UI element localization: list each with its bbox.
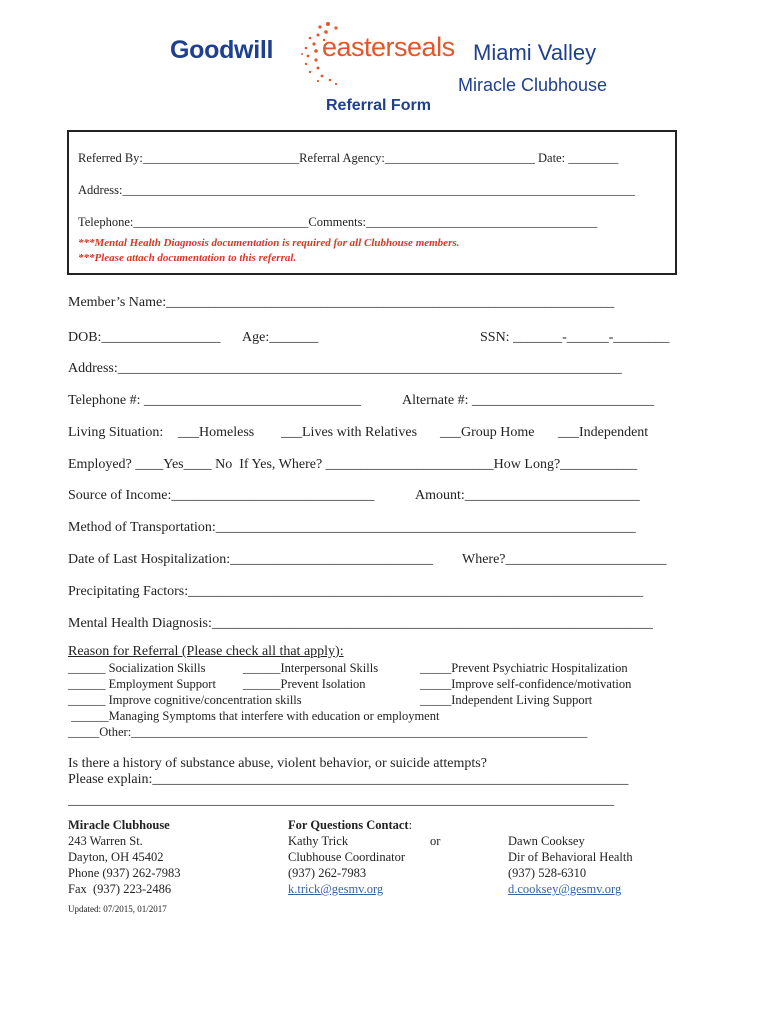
diagnosis-field[interactable]: Mental Health Diagnosis:_______________________________________________________________ (68, 616, 653, 631)
transportation-field[interactable]: Method of Transportation:____________________________________________________________ (68, 520, 636, 535)
contact1-phone: (937) 262-7983 (288, 866, 367, 880)
precipitating-field[interactable]: Precipitating Factors:_________________________________________________________________ (68, 584, 644, 599)
contact1-name: Kathy Trick (288, 834, 349, 848)
reason-socialization[interactable]: ______ Socialization Skills (68, 661, 206, 675)
reason-employment[interactable]: ______ Employment Support (68, 677, 216, 691)
contact2-name: Dawn Cooksey (508, 834, 585, 848)
reason-isolation[interactable]: ______Prevent Isolation (243, 677, 366, 691)
easterseals-logo: easterseals (322, 32, 455, 62)
form-title: Referral Form (326, 97, 431, 114)
referred-by-line[interactable]: Referred By:_________________________Referral Agency:________________________ Date: ________ (78, 151, 619, 165)
footer-org-name: Miracle Clubhouse (68, 818, 170, 832)
footer-street: 243 Warren St. (68, 834, 143, 848)
diagnosis-note: ***Mental Health Diagnosis documentation is required for all Clubhouse members. (78, 237, 460, 249)
hospitalization-field[interactable]: Date of Last Hospitalization:_____________________________ (68, 552, 434, 567)
employed-field[interactable]: Employed? ____Yes____ No If Yes, Where? ________________________How Long?___________ (68, 457, 638, 472)
history-explain-field[interactable]: Please explain:____________________________________________________________________ (68, 772, 629, 787)
questions-contact-label: For Questions Contact (288, 818, 409, 832)
ssn-field[interactable]: SSN: _______-______-________ (480, 330, 670, 345)
reason-cognitive[interactable]: ______ Improve cognitive/concentration skills (68, 693, 302, 707)
member-name-field[interactable]: Member’s Name:________________________________________________________________ (68, 295, 615, 310)
reason-other[interactable]: _____Other:_________________________________________________________________________ (68, 725, 588, 739)
reason-interpersonal[interactable]: ______Interpersonal Skills (243, 661, 379, 675)
reason-self-confidence[interactable]: _____Improve self-confidence/motivation (420, 677, 632, 691)
hospitalization-where-field[interactable]: Where?_______________________ (462, 552, 667, 567)
or-label: or (430, 834, 441, 848)
questions-colon: : (408, 818, 413, 832)
footer-phone: Phone (937) 262-7983 (68, 866, 181, 880)
contact1-title: Clubhouse Coordinator (288, 850, 406, 864)
questions-contact-heading (288, 818, 412, 833)
living-independent-option[interactable]: ___Independent (558, 425, 649, 440)
contact2-email-link[interactable]: d.cooksey@gesmv.org (508, 882, 622, 896)
alternate-field[interactable]: Alternate #: __________________________ (402, 393, 654, 408)
goodwill-logo: Goodwill (170, 36, 274, 64)
income-field[interactable]: Source of Income:_____________________________ (68, 488, 375, 503)
attach-note: ***Please attach documentation to this referral. (78, 252, 297, 264)
reason-independent-living[interactable]: _____Independent Living Support (420, 693, 593, 707)
reason-managing-symptoms[interactable]: ______Managing Symptoms that interfere with education or employment (68, 709, 440, 723)
contact2-phone: (937) 528-6310 (508, 866, 587, 880)
telephone-field[interactable]: Telephone #: _______________________________ (68, 393, 361, 408)
referral-telephone-line[interactable]: Telephone:____________________________Comments:_____________________________________ (78, 215, 598, 229)
footer-fax: Fax (937) 223-2486 (68, 882, 172, 896)
living-relatives-option[interactable]: ___Lives with Relatives (281, 425, 418, 440)
reasons-heading: Reason for Referral (Please check all that apply): (68, 644, 344, 659)
reason-prevent-hospitalization[interactable]: _____Prevent Psychiatric Hospitalization (420, 661, 628, 675)
updated-note: Updated: 07/2015, 01/2017 (68, 904, 167, 914)
contact1-email-link[interactable]: k.trick@gesmv.org (288, 882, 384, 896)
living-situation-label: Living Situation: (68, 425, 164, 440)
living-group-home-option[interactable]: ___Group Home (440, 425, 535, 440)
amount-field[interactable]: Amount:_________________________ (415, 488, 640, 503)
clubhouse-label: Miracle Clubhouse (458, 75, 608, 95)
referral-address-line[interactable]: Address:__________________________________________________________________________________ (78, 183, 635, 197)
age-field[interactable]: Age:_______ (242, 330, 319, 345)
miami-valley-label: Miami Valley (473, 40, 597, 65)
living-homeless-option[interactable]: ___Homeless (178, 425, 255, 440)
contact2-title: Dir of Behavioral Health (508, 850, 633, 864)
dob-field[interactable]: DOB:_________________ (68, 330, 221, 345)
footer-city: Dayton, OH 45402 (68, 850, 164, 864)
member-address-field[interactable]: Address:________________________________________________________________________ (68, 361, 622, 376)
history-question: Is there a history of substance abuse, violent behavior, or suicide attempts? (68, 756, 487, 771)
history-explain-line2[interactable]: ______________________________________________________________________________ (68, 793, 614, 808)
